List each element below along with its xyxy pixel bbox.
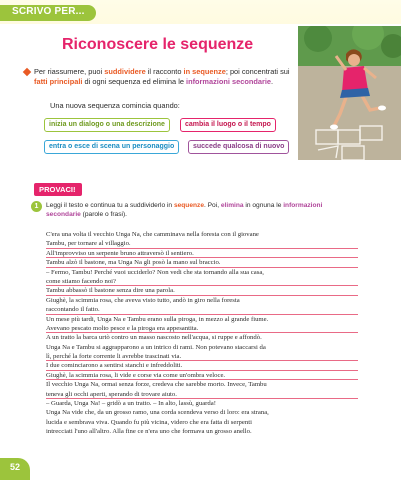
story-line: come stiamo facendo noi?	[46, 277, 358, 286]
story-line: Unga Na e Tambu si aggrapparono a un intrico di rami. Non potevano staccarsi da	[46, 343, 266, 351]
page-number-badge	[0, 458, 30, 480]
story-line: Un mese più tardi, Unga Na e Tambu erano sulla piroga, in mezzo al grande fiume.	[46, 315, 269, 323]
story-line: lucida e sembrava viva. Quando fu più vicina, videro che era fatta di serpenti	[46, 418, 252, 426]
keyword: suddividere	[104, 67, 146, 76]
story-line: raccontando il fatto.	[46, 305, 358, 314]
photo-girl-hopscotch	[298, 26, 401, 160]
story-line: Avevano pescato molto pesce e la piroga era appesantita.	[46, 324, 358, 333]
story-line: Giughè, la scimmia rosa, che aveva visto tutto, andò in giro nella foresta	[46, 296, 240, 304]
keyword: sequenze	[173, 202, 204, 209]
instr-text: (parole o frasi).	[80, 211, 128, 218]
story-line: I due cominciarono a sentirsi stanchi e infreddoliti.	[46, 361, 358, 370]
tag-new-event: succede qualcosa di nuovo	[188, 140, 289, 154]
intro-text: Per riassumere, puoi	[34, 67, 105, 76]
intro-text: il racconto	[145, 67, 184, 76]
story-line: lì, perché la forte corrente li avrebbe trascinati via.	[46, 352, 358, 361]
story-line: Tambu alzò il bastone, ma Unga Na gli posò la mano sul braccio.	[46, 258, 358, 267]
instr-text: in ognuna le	[243, 202, 284, 209]
tag-place-time: cambia il luogo o il tempo	[180, 118, 276, 132]
story-line: Giughè, la scimmia rosa, li vide e corse via come un'ombra veloce.	[46, 371, 358, 380]
story-line: Tambu abbassò il bastone senza dire una parola.	[46, 286, 358, 295]
bullet-diamond-icon	[23, 68, 31, 76]
story-line: – Guarda, Unga Na! – gridò a un tratto. – In alto, lassù, guarda!	[46, 400, 216, 408]
exercise-instructions	[46, 201, 346, 219]
story-line: intrecciati l'uno all'altro. Alla fine ce n'era uno che formava un grosso anello.	[46, 428, 252, 436]
page-number: 52	[10, 462, 21, 472]
story-line: Unga Na vide che, da un grosso ramo, una corda scendeva verso di loro: era strana,	[46, 409, 269, 417]
tag-character: entra o esce di scena un personaggio	[44, 140, 179, 154]
story-line: Il vecchio Unga Na, ormai senza forze, credeva che sarebbe morto. Invece, Tambu	[46, 381, 267, 389]
story-line: A un tratto la barca urtò contro un masso nascosto nell'acqua, si ruppe e affondò.	[46, 334, 262, 342]
section-tag	[0, 5, 96, 21]
keyword: elimina	[220, 202, 244, 209]
keyword: informazioni secondarie	[46, 202, 323, 218]
exercise-number: 1	[31, 201, 42, 212]
intro-text: .	[271, 77, 274, 86]
story-text	[46, 230, 358, 437]
keyword: in sequenze	[183, 67, 226, 76]
story-line: All'improvviso un serpente bruno attraversò il sentiero.	[46, 249, 358, 258]
intro-text: ; poi concentrati sui	[225, 67, 290, 76]
intro-paragraph	[34, 67, 294, 87]
section-label: SCRIVO PER...	[12, 6, 85, 17]
hopscotch-illustration	[298, 26, 401, 160]
intro-text: di ogni sequenza ed elimina le	[82, 77, 187, 86]
instr-text: . Poi,	[204, 202, 221, 209]
story-line: C'era una volta il vecchio Unga Na, che camminava nella foresta con il giovane	[46, 231, 259, 238]
exercise-heading	[34, 183, 82, 196]
instr-text: Leggi il testo e continua tu a suddividerlo in	[46, 202, 174, 209]
exercise-heading-label: PROVACI!	[39, 185, 76, 194]
intro-line: Una nuova sequenza comincia quando:	[50, 101, 180, 110]
story-line: – Fermo, Tambu! Perché vuoi ucciderlo? Non vedi che sta tornando alla sua casa,	[46, 268, 264, 276]
story-line: teneva gli occhi aperti, sperando di trovare aiuto.	[46, 390, 358, 399]
keyword: fatti principali	[34, 77, 83, 86]
page-title: Riconoscere le sequenze	[62, 36, 254, 53]
keyword: informazioni secondarie	[186, 77, 272, 86]
story-line: Tambu, per tornare al villaggio.	[46, 239, 358, 248]
tag-dialogue: inizia un dialogo o una descrizione	[44, 118, 170, 132]
